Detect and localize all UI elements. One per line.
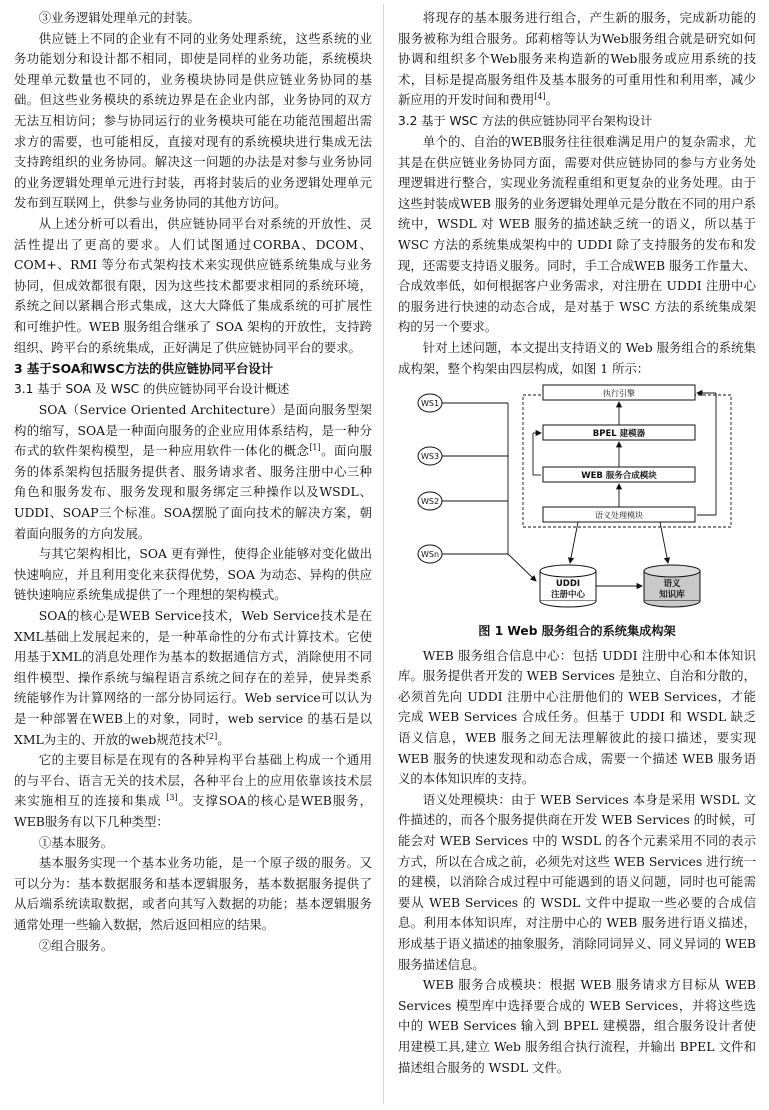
- left-column: [14, 8, 372, 956]
- paragraph: WEB 服务合成模块：根据 WEB 服务请求方目标从 WEB Services 模型库中选择要合成的 WEB Services，并将这些选中的 WEB Services 输入到 BPEL 建模器，组合服务设计者使用建模工具,建立 Web 服务组合执行流程，并输出 BPEL 文件和描述组合服务的 WSDL 文件。: [398, 977, 756, 1075]
- subsection-heading: 3.1 基于 SOA 及 WSC 的供应链协同平台设计概述: [14, 382, 290, 397]
- ws-node-label: WS1: [420, 399, 440, 409]
- citation: [4]: [534, 92, 546, 102]
- paragraph: 供应链上不同的企业有不同的业务处理系统，这些系统的业务功能划分和设计都不相同，即使是同样的业务功能，系统模块处理单元数量也不同的，业务模块协同是供应链业务协同的基础。但这些业务模块的系统边界是在企业内部，业务协同的双方无法互相访问；参与协同运行的业务模块可能在功能范围超出需求方的需要，也可能相反，直接对现有的系统模块进行集成无法支持跨组织的业务协同。解决这一问题的办法是对参与业务协同的业务逻辑处理单元进行封装，再将封装后的业务逻辑处理单元发布到互联网上，供参与业务协同的其他方访问。: [14, 30, 372, 211]
- ontology-cylinder: [644, 565, 700, 607]
- uddi-label: 注册中心: [550, 590, 586, 601]
- figure-caption: 图 1 Web 服务组合的系统集成构架: [478, 624, 676, 639]
- ws-node: [418, 394, 442, 412]
- column-divider: [383, 4, 384, 1104]
- paragraph: 基本服务实现一个基本业务功能，是一个原子级的服务。又可以分为：基本数据服务和基本逻辑服务，基本数据服务提供了从后端系统读取数据，或者向其写入数据的功能；基本逻辑服务通常处理一些输入数据，然后返回相应的结果。: [14, 855, 372, 932]
- web-composer-label: WEB 服务合成模块: [581, 471, 657, 482]
- paragraph-text: 它的主要目标是在现有的各种异构平台基础上构成一个通用的与平台、语言无关的技术层，各种平台上的应用依靠该技术层来实施相互的连接和集成: [14, 752, 372, 809]
- ws-node: [418, 492, 442, 510]
- semantic-module-label: 语义处理模块: [595, 511, 643, 521]
- ws-node-label: WSn: [420, 550, 440, 560]
- execution-engine-box: [543, 385, 695, 400]
- citation: [2]: [205, 731, 218, 741]
- architecture-diagram: [398, 381, 756, 619]
- arrow: [508, 554, 536, 581]
- ws-node: [418, 545, 442, 563]
- ws-node-label: WS3: [420, 452, 440, 462]
- semantic-module-box: [543, 507, 695, 522]
- paragraph: 单个的、自治的WEB服务往往很难满足用户的复杂需求，尤其是在供应链业务协同方面，需要对供应链协同的参与方业务处理逻辑进行整合，实现业务流程重组和更复杂的业务处理。由于这些封装成WEB 服务的业务逻辑处理单元是分散在不同的用户系统中，WSDL 对 WEB 服务的描述缺乏统一的语义，所以基于 WSC 方法的系统集成架构中的 UDDI 除了支持服务的发布和发现，还需要支持语义服务。同时，手工合成WEB 服务工作量大、合成效率低，如何根据客户业务需求，对注册在 UDDI 注册中心的服务进行快速的动态合成，是对基于 WSC 方法的系统集成架构的另一个要求。: [398, 133, 756, 335]
- paragraph: 针对上述问题，本文提出支持语义的 Web 服务组合的系统集成构架，整个构架由四层构成，如图 1 所示：: [398, 339, 756, 376]
- paragraph: [14, 400, 372, 544]
- ontology-label: 知识库: [659, 590, 685, 601]
- paragraph-text: 。: [545, 92, 559, 108]
- ws-node-label: WS2: [420, 497, 440, 507]
- list-item-heading: ②组合服务。: [38, 937, 114, 953]
- paragraph-text: 。: [217, 731, 230, 747]
- citation: [3]: [166, 793, 178, 803]
- bpel-modeler-label: BPEL 建模器: [592, 429, 646, 440]
- web-composer-box: [543, 467, 695, 482]
- paragraph: ③业务逻辑处理单元的封装。: [38, 10, 200, 25]
- subsection-heading: 3.2 基于 WSC 方法的供应链协同平台架构设计: [398, 113, 653, 128]
- ontology-label: 语义: [663, 579, 681, 590]
- paragraph: [14, 750, 372, 832]
- paragraph: 与其它架构相比，SOA 更有弹性，使得企业能够对变化做出快速响应，并且利用变化来获得优势，SOA 为动态、异构的供应链快速响应系统集成提供了一个理想的架构模式。: [14, 546, 372, 603]
- architecture-figure: [398, 381, 756, 619]
- paragraph-text: SOA的核心是WEB Service技术，Web Service技术是在XML基础上发展起来的，是一种革命性的分布式计算技术。它使用基于XML的消息处理作为基本的数据通信方式，消除使用不同组件模型、操作系统与编程语言系统之间存在的差异，使异类系统能够作为计算网络的一部分协同运行。Web service可以认为是一种部署在WEB上的对象，同时，web service 的基石是以XML为主的、开放的web规范技术: [14, 608, 372, 747]
- citation: [1]: [309, 443, 321, 453]
- ws-node: [418, 447, 442, 465]
- paragraph: [398, 8, 756, 111]
- arrow: [570, 522, 578, 563]
- paragraph: [14, 606, 372, 750]
- paragraph-text: 。支撑SOA的核心是WEB服务，WEB服务有以下几种类型：: [14, 793, 372, 829]
- uddi-registry-cylinder: [540, 565, 596, 607]
- paragraph-text: 。面向服务的体系架构包括服务提供者、服务请求者、服务注册中心三种角色和服务发布、服务发现和服务绑定三种操作以及WSDL、UDDI、SOAP三个标准。SOA摆脱了面向技术的解决方案，朝着面向服务的方向发展。: [14, 443, 373, 541]
- right-column: [398, 8, 756, 1078]
- uddi-label: UDDI: [555, 579, 581, 590]
- paragraph-text: 将现存的基本服务进行组合，产生新的服务，完成新功能的服务被称为组合服务。邱莉榕等认为Web服务组合就是研究如何协调和组织多个Web服务来构造新的Web服务或应用系统的技术，目标是提高服务组件及基本服务的可重用性和利用率，减少新应用的开发时间和费用: [398, 10, 756, 108]
- section-heading: 3 基于SOA和WSC方法的供应链协同平台设计: [14, 361, 274, 377]
- execution-engine-label: 执行引擎: [603, 389, 635, 399]
- paragraph: WEB 服务组合信息中心：包括 UDDI 注册中心和本体知识库。服务提供者开发的 WEB Services 是独立、自治和分散的，必须首先向 UDDI 注册中心注册他们的 WEB Services，才能完成 WEB Services 合成任务。但基于 UDDI 和 WSDL 缺乏语义信息，WEB 服务之间无法理解彼此的接口描述，要实现 WEB 服务的快速发现和动态合成，需要一个描述 WEB 服务语义的本体知识库的支持。: [398, 647, 756, 787]
- paragraph-text: SOA（Service Oriented Architecture）是面向服务型架构的缩写，SOA是一种面向服务的企业应用体系结构，是一种分布式的软件架构模型，是一种应用软件一体化的概念: [14, 402, 372, 459]
- paragraph: 语义处理模块：由于 WEB Services 本身是采用 WSDL 文件描述的，而各个服务提供商在开发 WEB Services 的时候，可能会对 WEB Services 中的 WSDL 的各个元素采用不同的表示方式，所以在合成之前，必须先对这些 WEB Services 进行统一的建模，以消除合成过程中可能遇到的语义问题，同时也可能需要从 WEB Services 的 WSDL 文件中提取一些必要的合成信息。利用本体知识库，对注册中心的 WEB 服务进行语义描述，形成基于语义描述的抽象服务，消除同词异义、同义异词的 WEB 服务描述信息。: [398, 791, 756, 972]
- bpel-modeler-box: [543, 425, 695, 440]
- list-item-heading: ①基本服务。: [38, 834, 114, 850]
- arrow: [660, 522, 668, 563]
- paragraph: 从上述分析可以看出，供应链协同平台对系统的开放性、灵活性提出了更高的要求。人们试图通过CORBA、DCOM、COM+、RMI 等分布式架构技术来实现供应链系统集成与业务协同，但成效都很有限，因为这些技术都要求相同的系统环境，系统之间以紧耦合形式集成，这大大降低了集成系统的可扩展性和可维护性。WEB 服务组合继承了 SOA 架构的开放性，支持跨组织、跨平台的系统集成，正好满足了供应链协同平台的要求。: [14, 215, 372, 355]
